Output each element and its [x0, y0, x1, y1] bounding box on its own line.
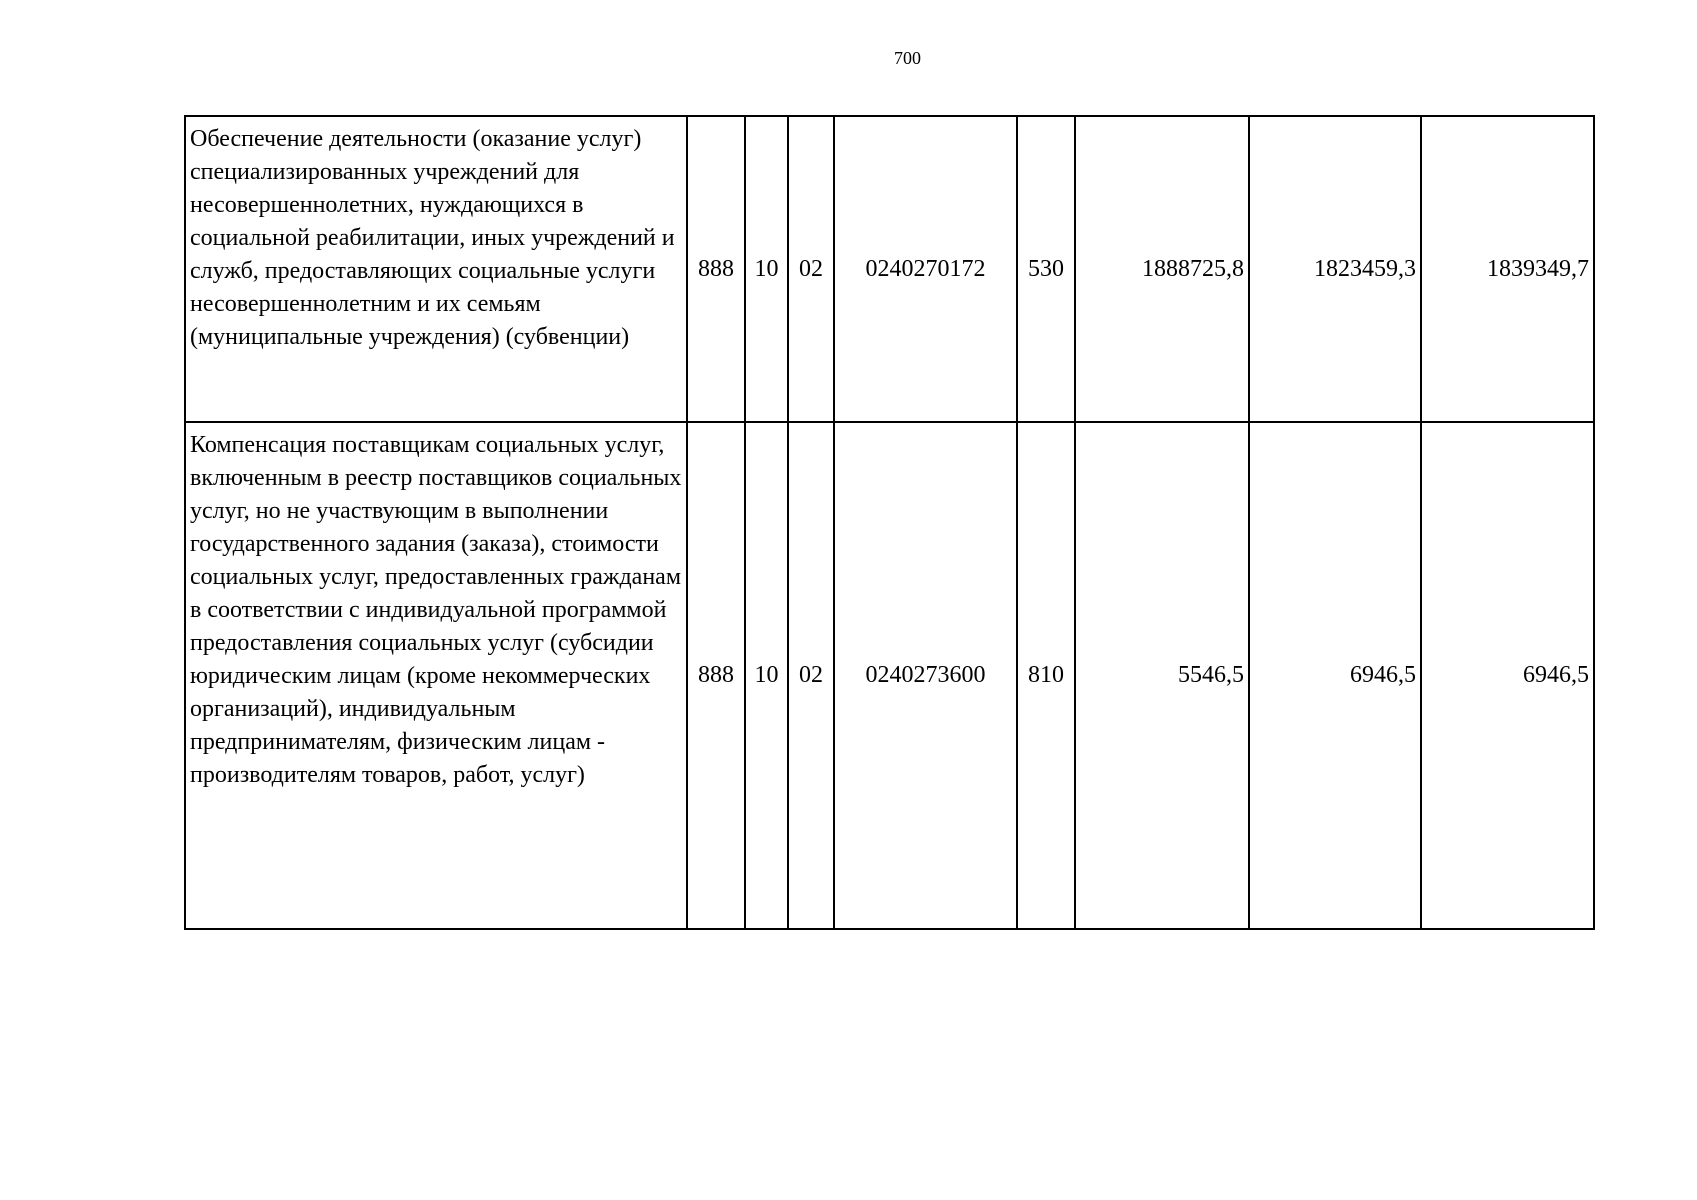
expense-type-code: 530	[1017, 116, 1075, 422]
amount-year-2: 6946,5	[1249, 422, 1421, 929]
section-code: 10	[745, 116, 788, 422]
amount-year-1: 5546,5	[1075, 422, 1249, 929]
amount-year-2: 1823459,3	[1249, 116, 1421, 422]
subsection-code: 02	[788, 422, 834, 929]
expense-type-code: 810	[1017, 422, 1075, 929]
section-code: 10	[745, 422, 788, 929]
ministry-code: 888	[687, 422, 745, 929]
subsection-code: 02	[788, 116, 834, 422]
target-article-code: 0240273600	[834, 422, 1017, 929]
row-description: Обеспечение деятельности (оказание услуг) специализированных учреждений для несовершеннолетних, нуждающихся в социальной реабилитации, иных учреждений и служб, предоставляющих социальные услуги несовершеннолетним и их семьям (муниципальные учреждения) (субвенции)	[185, 116, 687, 422]
table-row	[185, 422, 1594, 929]
amount-year-3: 1839349,7	[1421, 116, 1594, 422]
target-article-code: 0240270172	[834, 116, 1017, 422]
budget-table	[184, 115, 1595, 930]
amount-year-1: 1888725,8	[1075, 116, 1249, 422]
page-number: 700	[894, 48, 921, 68]
ministry-code: 888	[687, 116, 745, 422]
amount-year-3: 6946,5	[1421, 422, 1594, 929]
row-description: Компенсация поставщикам социальных услуг, включенным в реестр поставщиков социальных услуг, но не участвующим в выполнении государственного задания (заказа), стоимости социальных услуг, предоставленных гражданам в соответствии с индивидуальной программой предоставления социальных услуг (субсидии юридическим лицам (кроме некоммерческих организаций), индивидуальным предпринимателям, физическим лицам - производителям товаров, работ, услуг)	[185, 422, 687, 929]
table-row	[185, 116, 1594, 422]
